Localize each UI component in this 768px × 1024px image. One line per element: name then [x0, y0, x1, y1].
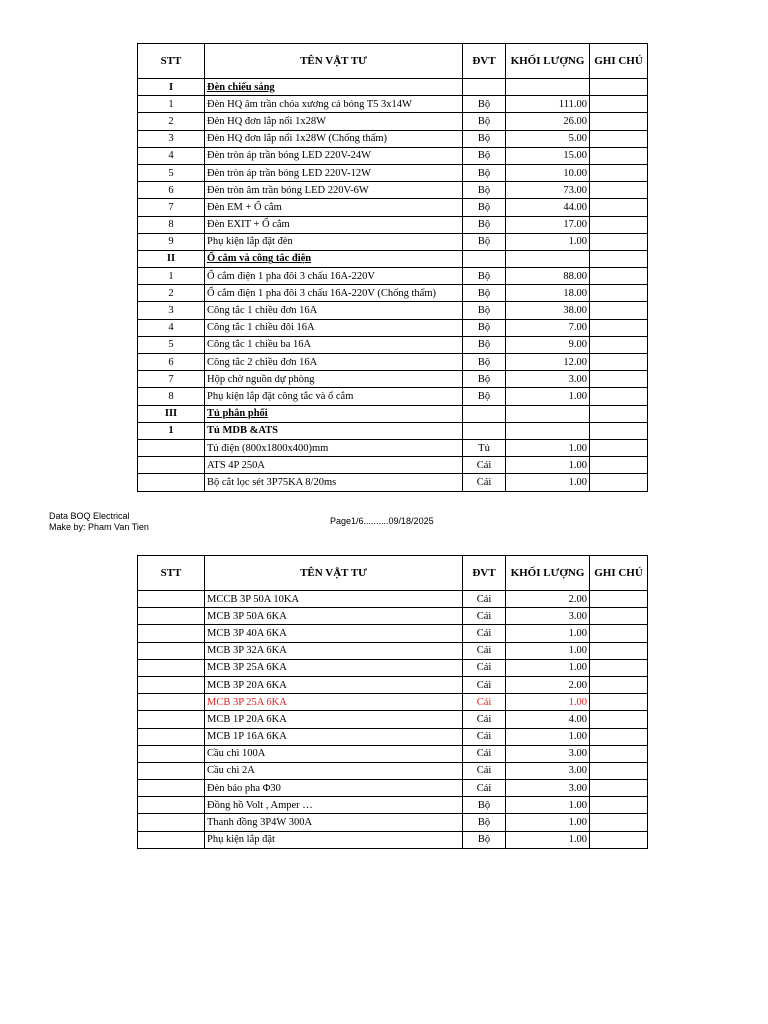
cell-unit: [463, 405, 506, 422]
footer-page-info: Page1/6..........09/18/2025: [330, 516, 434, 526]
cell-note: [590, 625, 648, 642]
cell-unit: Bộ: [463, 96, 506, 113]
cell-stt: [138, 797, 205, 814]
cell-note: [590, 797, 648, 814]
table-row: [138, 797, 648, 814]
cell-note: [590, 814, 648, 831]
cell-unit: Bộ: [463, 319, 506, 336]
cell-stt: [138, 694, 205, 711]
cell-stt: 6: [138, 354, 205, 371]
cell-note: [590, 79, 648, 96]
cell-stt: 6: [138, 182, 205, 199]
cell-qty: 10.00: [506, 164, 590, 181]
cell-qty: 3.00: [506, 762, 590, 779]
cell-qty: 1.00: [506, 659, 590, 676]
table-row: [138, 625, 648, 642]
cell-name: MCB 3P 25A 6KA: [205, 694, 463, 711]
cell-qty: 17.00: [506, 216, 590, 233]
cell-unit: [463, 250, 506, 267]
cell-stt: 8: [138, 388, 205, 405]
cell-unit: Cái: [463, 625, 506, 642]
cell-note: [590, 182, 648, 199]
table-row: [138, 439, 648, 456]
cell-stt: [138, 474, 205, 491]
cell-unit: Bộ: [463, 233, 506, 250]
cell-note: [590, 694, 648, 711]
cell-name: ATS 4P 250A: [205, 457, 463, 474]
table-body-page-1: [138, 79, 648, 492]
cell-note: [590, 762, 648, 779]
cell-stt: III: [138, 405, 205, 422]
cell-qty: 1.00: [506, 233, 590, 250]
cell-note: [590, 250, 648, 267]
footer-left: [49, 511, 149, 532]
cell-qty: 12.00: [506, 354, 590, 371]
cell-unit: Bộ: [463, 182, 506, 199]
cell-stt: 5: [138, 336, 205, 353]
cell-note: [590, 199, 648, 216]
cell-name: Thanh đồng 3P4W 300A: [205, 814, 463, 831]
cell-qty: 3.00: [506, 371, 590, 388]
cell-name: Đèn tròn âm trần bóng LED 220V-6W: [205, 182, 463, 199]
cell-qty: [506, 250, 590, 267]
cell-qty: 38.00: [506, 302, 590, 319]
cell-note: [590, 164, 648, 181]
cell-name: MCB 3P 25A 6KA: [205, 659, 463, 676]
table-row: [138, 659, 648, 676]
table-row: [138, 780, 648, 797]
cell-name: Phụ kiện lắp đặt đèn: [205, 233, 463, 250]
cell-name: Đèn chiếu sáng: [205, 79, 463, 96]
cell-qty: 9.00: [506, 336, 590, 353]
cell-unit: Cái: [463, 474, 506, 491]
cell-stt: [138, 659, 205, 676]
table-row: [138, 745, 648, 762]
table-row: [138, 130, 648, 147]
header-name: TÊN VẬT TƯ: [205, 44, 463, 79]
cell-qty: 1.00: [506, 694, 590, 711]
cell-stt: 1: [138, 268, 205, 285]
table-row: [138, 728, 648, 745]
cell-name: Công tắc 1 chiều đơn 16A: [205, 302, 463, 319]
table-row: [138, 457, 648, 474]
cell-stt: 3: [138, 302, 205, 319]
cell-qty: 15.00: [506, 147, 590, 164]
cell-name: Đèn HQ đơn lắp nổi 1x28W: [205, 113, 463, 130]
table-row: [138, 642, 648, 659]
cell-stt: [138, 457, 205, 474]
table-row: [138, 96, 648, 113]
cell-stt: I: [138, 79, 205, 96]
cell-name: Ổ cắm và công tắc điện: [205, 250, 463, 267]
cell-stt: [138, 831, 205, 848]
boq-table-page-1: [137, 43, 648, 492]
cell-qty: 111.00: [506, 96, 590, 113]
cell-note: [590, 676, 648, 693]
cell-name: MCB 1P 20A 6KA: [205, 711, 463, 728]
cell-stt: 2: [138, 113, 205, 130]
cell-unit: Cái: [463, 711, 506, 728]
cell-note: [590, 439, 648, 456]
boq-table-page-2: [137, 555, 648, 849]
cell-note: [590, 147, 648, 164]
header-stt: STT: [138, 44, 205, 79]
cell-unit: Cái: [463, 676, 506, 693]
cell-name: Phụ kiện lắp đặt: [205, 831, 463, 848]
cell-name: MCB 1P 16A 6KA: [205, 728, 463, 745]
cell-name: Công tắc 1 chiều đôi 16A: [205, 319, 463, 336]
table-row: [138, 336, 648, 353]
cell-stt: 9: [138, 233, 205, 250]
table-row: [138, 285, 648, 302]
table-row: [138, 302, 648, 319]
cell-stt: 2: [138, 285, 205, 302]
cell-stt: [138, 745, 205, 762]
cell-name: Phụ kiện lắp đặt công tắc và ổ cắm: [205, 388, 463, 405]
cell-note: [590, 405, 648, 422]
cell-qty: 7.00: [506, 319, 590, 336]
table-row: [138, 711, 648, 728]
cell-name: Đèn HQ âm trần chóa xương cá bóng T5 3x14W: [205, 96, 463, 113]
cell-stt: 8: [138, 216, 205, 233]
cell-qty: [506, 422, 590, 439]
cell-name: Đồng hồ Volt , Amper …: [205, 797, 463, 814]
cell-name: MCB 3P 20A 6KA: [205, 676, 463, 693]
header-unit: ĐVT: [463, 556, 506, 591]
table-row: [138, 164, 648, 181]
cell-unit: Bộ: [463, 814, 506, 831]
cell-qty: 1.00: [506, 625, 590, 642]
cell-name: MCB 3P 50A 6KA: [205, 608, 463, 625]
cell-unit: Bộ: [463, 354, 506, 371]
cell-stt: 5: [138, 164, 205, 181]
cell-unit: Bộ: [463, 199, 506, 216]
cell-note: [590, 711, 648, 728]
cell-stt: [138, 676, 205, 693]
cell-name: Công tắc 1 chiều ba 16A: [205, 336, 463, 353]
cell-unit: Cái: [463, 762, 506, 779]
header-note: GHI CHÚ: [590, 44, 648, 79]
cell-qty: 3.00: [506, 780, 590, 797]
cell-stt: [138, 608, 205, 625]
table-row: [138, 608, 648, 625]
cell-note: [590, 130, 648, 147]
cell-stt: 7: [138, 371, 205, 388]
header-stt: STT: [138, 556, 205, 591]
cell-note: [590, 268, 648, 285]
cell-qty: 1.00: [506, 642, 590, 659]
header-qty: KHỐI LƯỢNG: [506, 44, 590, 79]
cell-unit: Cái: [463, 608, 506, 625]
table-row: [138, 216, 648, 233]
cell-qty: 3.00: [506, 745, 590, 762]
table-row: [138, 182, 648, 199]
cell-qty: 2.00: [506, 591, 590, 608]
cell-stt: II: [138, 250, 205, 267]
cell-note: [590, 354, 648, 371]
cell-stt: [138, 711, 205, 728]
cell-unit: Bộ: [463, 831, 506, 848]
table-row: [138, 199, 648, 216]
cell-qty: 1.00: [506, 831, 590, 848]
cell-name: Tủ điện (800x1800x400)mm: [205, 439, 463, 456]
table-header-row: [138, 44, 648, 79]
cell-unit: Cái: [463, 591, 506, 608]
cell-unit: Bộ: [463, 130, 506, 147]
cell-stt: 1: [138, 422, 205, 439]
cell-note: [590, 233, 648, 250]
cell-note: [590, 216, 648, 233]
cell-note: [590, 642, 648, 659]
cell-name: Bộ cắt lọc sét 3P75KA 8/20ms: [205, 474, 463, 491]
cell-note: [590, 745, 648, 762]
cell-unit: Cái: [463, 780, 506, 797]
table-row: [138, 233, 648, 250]
cell-name: Cầu chì 2A: [205, 762, 463, 779]
header-note: GHI CHÚ: [590, 556, 648, 591]
cell-name: Đèn báo pha Φ30: [205, 780, 463, 797]
table-body-page-2: [138, 591, 648, 849]
cell-name: Hộp chờ nguồn dự phòng: [205, 371, 463, 388]
cell-note: [590, 96, 648, 113]
cell-note: [590, 659, 648, 676]
cell-unit: Bộ: [463, 371, 506, 388]
footer-author: Make by: Pham Van Tien: [49, 521, 149, 532]
cell-qty: [506, 405, 590, 422]
cell-stt: [138, 591, 205, 608]
cell-qty: 3.00: [506, 608, 590, 625]
cell-qty: 88.00: [506, 268, 590, 285]
cell-name: Đèn tròn áp trần bóng LED 220V-24W: [205, 147, 463, 164]
cell-unit: Bộ: [463, 797, 506, 814]
cell-note: [590, 319, 648, 336]
cell-unit: Bộ: [463, 336, 506, 353]
cell-stt: [138, 625, 205, 642]
cell-unit: Cái: [463, 457, 506, 474]
cell-qty: 4.00: [506, 711, 590, 728]
cell-stt: 3: [138, 130, 205, 147]
cell-name: Tủ phân phối: [205, 405, 463, 422]
cell-stt: [138, 642, 205, 659]
cell-unit: Cái: [463, 694, 506, 711]
cell-unit: Cái: [463, 728, 506, 745]
cell-note: [590, 422, 648, 439]
table-row: [138, 474, 648, 491]
cell-stt: 4: [138, 147, 205, 164]
cell-name: Đèn EXIT + Ổ cắm: [205, 216, 463, 233]
cell-unit: Bộ: [463, 164, 506, 181]
cell-qty: 1.00: [506, 457, 590, 474]
cell-note: [590, 371, 648, 388]
header-name: TÊN VẬT TƯ: [205, 556, 463, 591]
cell-unit: Bộ: [463, 113, 506, 130]
table-row: [138, 354, 648, 371]
cell-unit: Bộ: [463, 216, 506, 233]
cell-stt: 7: [138, 199, 205, 216]
cell-qty: 1.00: [506, 728, 590, 745]
cell-qty: 1.00: [506, 439, 590, 456]
cell-unit: [463, 422, 506, 439]
cell-unit: [463, 79, 506, 96]
table-row: [138, 388, 648, 405]
cell-qty: 1.00: [506, 814, 590, 831]
table-row: [138, 814, 648, 831]
table-row: [138, 831, 648, 848]
cell-qty: [506, 79, 590, 96]
cell-note: [590, 113, 648, 130]
cell-qty: 5.00: [506, 130, 590, 147]
section-row: [138, 250, 648, 267]
cell-name: Đèn HQ đơn lắp nổi 1x28W (Chống thấm): [205, 130, 463, 147]
cell-note: [590, 831, 648, 848]
cell-name: Đèn EM + Ổ cắm: [205, 199, 463, 216]
table-row: [138, 694, 648, 711]
header-unit: ĐVT: [463, 44, 506, 79]
header-qty: KHỐI LƯỢNG: [506, 556, 590, 591]
cell-note: [590, 388, 648, 405]
table-row: [138, 676, 648, 693]
cell-name: Tủ MDB &ATS: [205, 422, 463, 439]
cell-unit: Tủ: [463, 439, 506, 456]
cell-qty: 1.00: [506, 388, 590, 405]
cell-stt: 4: [138, 319, 205, 336]
cell-qty: 2.00: [506, 676, 590, 693]
cell-qty: 1.00: [506, 474, 590, 491]
cell-qty: 73.00: [506, 182, 590, 199]
cell-unit: Cái: [463, 745, 506, 762]
table-row: [138, 319, 648, 336]
cell-unit: Bộ: [463, 268, 506, 285]
cell-name: MCCB 3P 50A 10KA: [205, 591, 463, 608]
cell-stt: [138, 780, 205, 797]
cell-note: [590, 457, 648, 474]
table-row: [138, 113, 648, 130]
table-row: [138, 762, 648, 779]
cell-qty: 1.00: [506, 797, 590, 814]
section-row: [138, 79, 648, 96]
cell-unit: Bộ: [463, 302, 506, 319]
table-header-row: [138, 556, 648, 591]
cell-qty: 18.00: [506, 285, 590, 302]
cell-note: [590, 302, 648, 319]
cell-stt: [138, 728, 205, 745]
subsection-row: [138, 422, 648, 439]
cell-stt: [138, 814, 205, 831]
cell-name: Ổ cắm điện 1 pha đôi 3 chấu 16A-220V: [205, 268, 463, 285]
cell-note: [590, 608, 648, 625]
cell-note: [590, 285, 648, 302]
cell-qty: 44.00: [506, 199, 590, 216]
cell-name: Đèn tròn áp trần bóng LED 220V-12W: [205, 164, 463, 181]
cell-unit: Cái: [463, 642, 506, 659]
cell-note: [590, 336, 648, 353]
cell-name: Cầu chì 100A: [205, 745, 463, 762]
cell-note: [590, 474, 648, 491]
cell-name: MCB 3P 40A 6KA: [205, 625, 463, 642]
cell-note: [590, 591, 648, 608]
section-row: [138, 405, 648, 422]
cell-name: MCB 3P 32A 6KA: [205, 642, 463, 659]
cell-unit: Cái: [463, 659, 506, 676]
cell-unit: Bộ: [463, 388, 506, 405]
footer-title: Data BOQ Electrical: [49, 511, 130, 521]
table-row: [138, 268, 648, 285]
cell-name: Công tắc 2 chiều đơn 16A: [205, 354, 463, 371]
cell-stt: [138, 762, 205, 779]
cell-unit: Bộ: [463, 147, 506, 164]
table-row: [138, 591, 648, 608]
table-row: [138, 371, 648, 388]
cell-note: [590, 728, 648, 745]
cell-unit: Bộ: [463, 285, 506, 302]
cell-note: [590, 780, 648, 797]
table-row: [138, 147, 648, 164]
cell-qty: 26.00: [506, 113, 590, 130]
cell-stt: [138, 439, 205, 456]
cell-stt: 1: [138, 96, 205, 113]
cell-name: Ổ cắm điện 1 pha đôi 3 chấu 16A-220V (Chống thấm): [205, 285, 463, 302]
